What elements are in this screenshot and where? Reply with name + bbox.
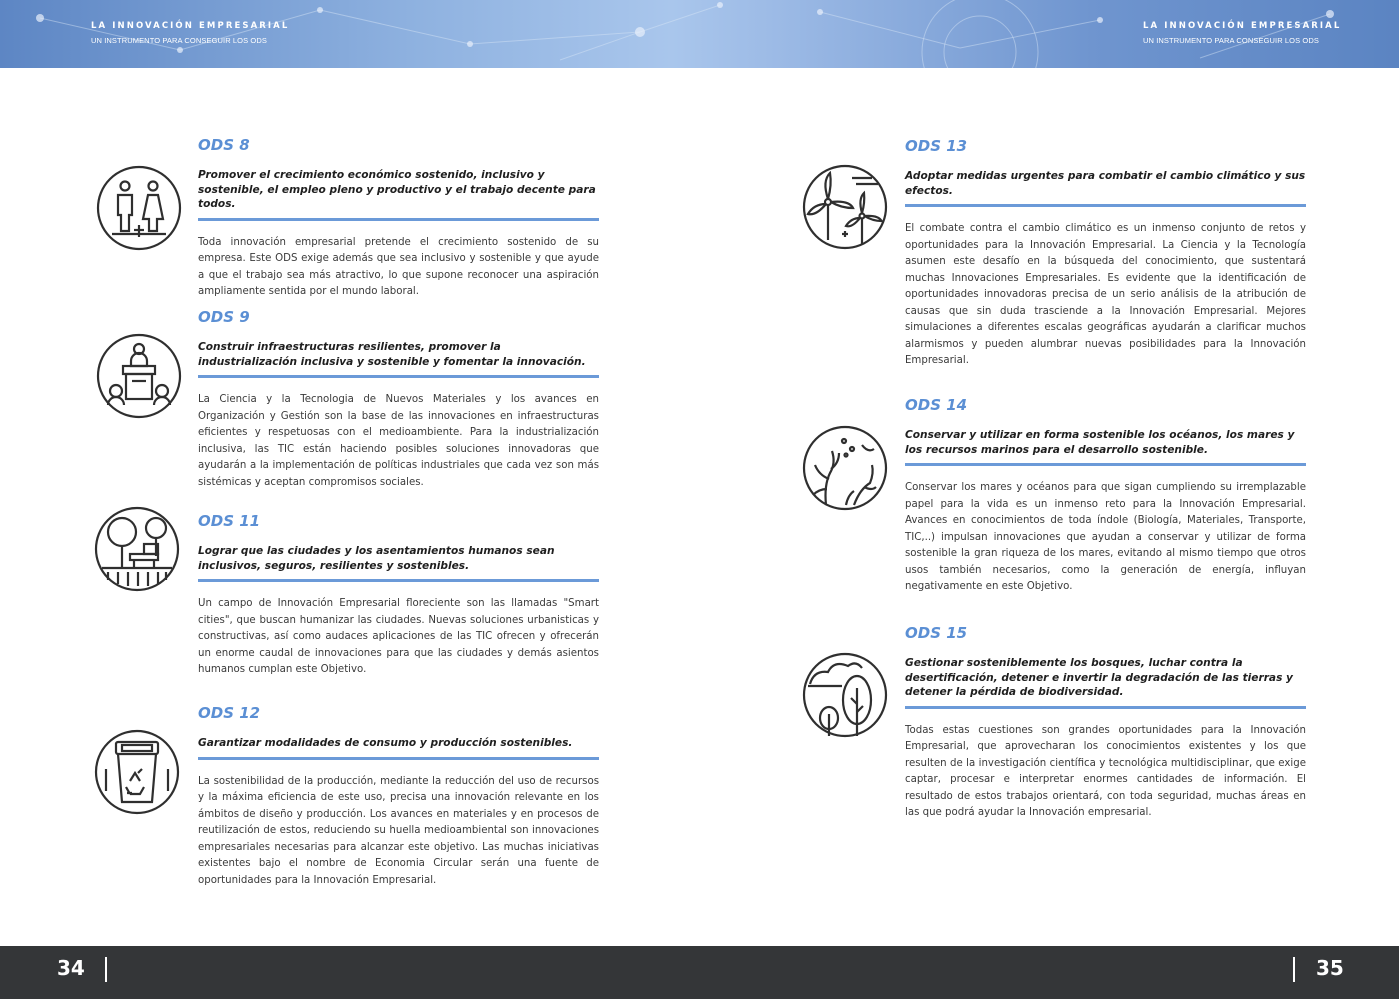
header-right <box>1143 21 1341 45</box>
ods-15-section <box>905 624 1307 822</box>
section-divider <box>905 204 1306 207</box>
city-park-icon <box>94 506 180 592</box>
forest-trees-icon <box>802 652 888 738</box>
header-title: LA INNOVACIÓN EMPRESARIAL <box>1143 21 1342 31</box>
section-divider <box>198 375 599 378</box>
ods-12-section <box>198 704 600 889</box>
coral-reef-icon <box>802 425 888 511</box>
ods-body: Todas estas cuestiones son grandes oportunidades para la Innovación Empresarial, que aprovecharan los conocimientos existentes y los que resulten de la investigación científica y tecnológica multidisciplinar, que exige captar, procesar e interpretar enormes cantidades de información. El resultado de estos trabajos orientará, con toda seguridad, muchas áreas en las que podrá ayudar la Innovación empresarial. <box>905 724 1306 818</box>
page-header <box>0 0 1399 68</box>
header-left <box>91 21 289 45</box>
page-footer <box>0 946 1399 999</box>
ods-title: ODS 12 <box>198 704 261 722</box>
ods-title: ODS 15 <box>905 624 968 642</box>
page-number-divider <box>1293 957 1295 982</box>
section-divider <box>198 757 599 760</box>
gender-equality-people-icon <box>96 165 182 251</box>
ods-body: Conservar los mares y océanos para que sigan cumpliendo su irremplazable papel para la vida es un inmenso reto para la Innovación Empresarial. Avances en conocimientos de toda índole (Biología, Materiales, Transporte, TIC,..) impulsan innovaciones que ayudan a conservar y utilizar de forma sostenible la gran riqueza de los mares, evitando al mismo tiempo que otros usos también necesarios, como la generación de energía, influyan negativamente en este Objetivo. <box>905 482 1306 592</box>
ods-14-section <box>905 396 1307 596</box>
ods-11-section <box>198 512 600 679</box>
ods-title: ODS 13 <box>905 137 968 155</box>
podium-speaker-icon <box>96 333 182 419</box>
ods-goal: Garantizar modalidades de consumo y producción sostenibles. <box>198 737 573 749</box>
ods-8-section <box>198 136 600 301</box>
ods-title: ODS 11 <box>198 512 261 530</box>
wind-turbines-icon <box>802 164 888 250</box>
ods-goal: Promover el crecimiento económico sostenido, inclusivo y sostenible, el empleo pleno y productivo y el trabajo decente para todos. <box>198 169 596 210</box>
header-title: LA INNOVACIÓN EMPRESARIAL <box>91 21 290 31</box>
ods-title: ODS 14 <box>905 396 968 414</box>
ods-body: El combate contra el cambio climático es un inmenso conjunto de retos y oportunidades para la Innovación Empresarial. La Ciencia y la Tecnología asumen este desafío en la búsqueda del conocimiento, que sustentará muchas Innovaciones Empresariales. Es evidente que la identificación de oportunidades innovadoras precisa de un serio análisis de la atribución de causas que sin duda trasciende a la Innovación Empresarial. Mejores simulaciones a diferentes escalas geográficas ayudarán a clarificar muchos alarmismos y pueden alumbrar nuevas posibilidades para la Innovación Empresarial. <box>905 223 1306 366</box>
recycling-bin-icon <box>94 729 180 815</box>
section-divider <box>198 218 599 221</box>
section-divider <box>905 463 1306 466</box>
page-number-divider <box>105 957 107 982</box>
ods-title: ODS 8 <box>198 136 250 154</box>
header-subtitle: UN INSTRUMENTO PARA CONSEGUIR LOS ODS <box>91 36 267 45</box>
ods-body: La Ciencia y la Tecnologia de Nuevos Materiales y los avances en Organización y Gestión son la base de las innovaciones en infraestructuras eficientes y respetuosas con el medioambiente. Para la industrialización inclusiva, las TIC están haciendo posibles soluciones innovadoras que ayudarán a la implementación de políticas industriales que cada vez son más sistémicas y aceptan compromisos sociales. <box>198 394 599 488</box>
ods-goal: Adoptar medidas urgentes para combatir el cambio climático y sus efectos. <box>905 170 1306 197</box>
ods-body: La sostenibilidad de la producción, mediante la reducción del uso de recursos y la máxima eficiencia de este uso, precisa una innovación relevante en los ámbitos de diseño y producción. Los avances en materiales y en procesos de reutilización de estos, reduciendo su huella medioambiental son innovaciones empresariales necesarias para alcanzar este objetivo. Las muchas iniciativas existentes bajo el nombre de Economia Circular serán una fuente de oportunidades para la Innovación Empresarial. <box>198 775 599 886</box>
ods-body: Toda innovación empresarial pretende el crecimiento sostenido de su empresa. Este ODS exige además que sea inclusivo y sostenible y que ayude a que el trabajo sea más atractivo, lo que supone reconocer una aspiración ampliamente sentida por el mundo laboral. <box>198 236 599 297</box>
header-subtitle: UN INSTRUMENTO PARA CONSEGUIR LOS ODS <box>1143 36 1319 45</box>
section-divider <box>198 579 599 582</box>
page-number-left: 34 <box>57 956 85 980</box>
ods-goal: Lograr que las ciudades y los asentamientos humanos sean inclusivos, seguros, resilientes y sostenibles. <box>198 545 555 572</box>
ods-goal: Conservar y utilizar en forma sostenible los océanos, los mares y los recursos marinos para el desarrollo sostenible. <box>905 429 1295 456</box>
ods-13-section <box>905 137 1307 370</box>
section-divider <box>905 706 1306 709</box>
ods-body: Un campo de Innovación Empresarial floreciente son las llamadas "Smart cities", que buscan humanizar las ciudades. Nuevas soluciones urbanisticas y constructivas, así como audaces aplicaciones de las TIC ofrecen y ofrecerán un enorme caudal de innovaciones para que las ciudades y demás asientos humanos cumplan este Objetivo. <box>198 598 599 675</box>
ods-goal: Gestionar sosteniblemente los bosques, luchar contra la desertificación, detener e invertir la degradación de las tierras y detener la pérdida de biodiversidad. <box>905 657 1293 698</box>
ods-title: ODS 9 <box>198 308 250 326</box>
ods-goal: Construir infraestructuras resilientes, promover la industrialización inclusiva y sostenible y fomentar la innovación. <box>198 341 586 368</box>
ods-9-section <box>198 308 600 491</box>
page-number-right: 35 <box>1316 956 1344 980</box>
